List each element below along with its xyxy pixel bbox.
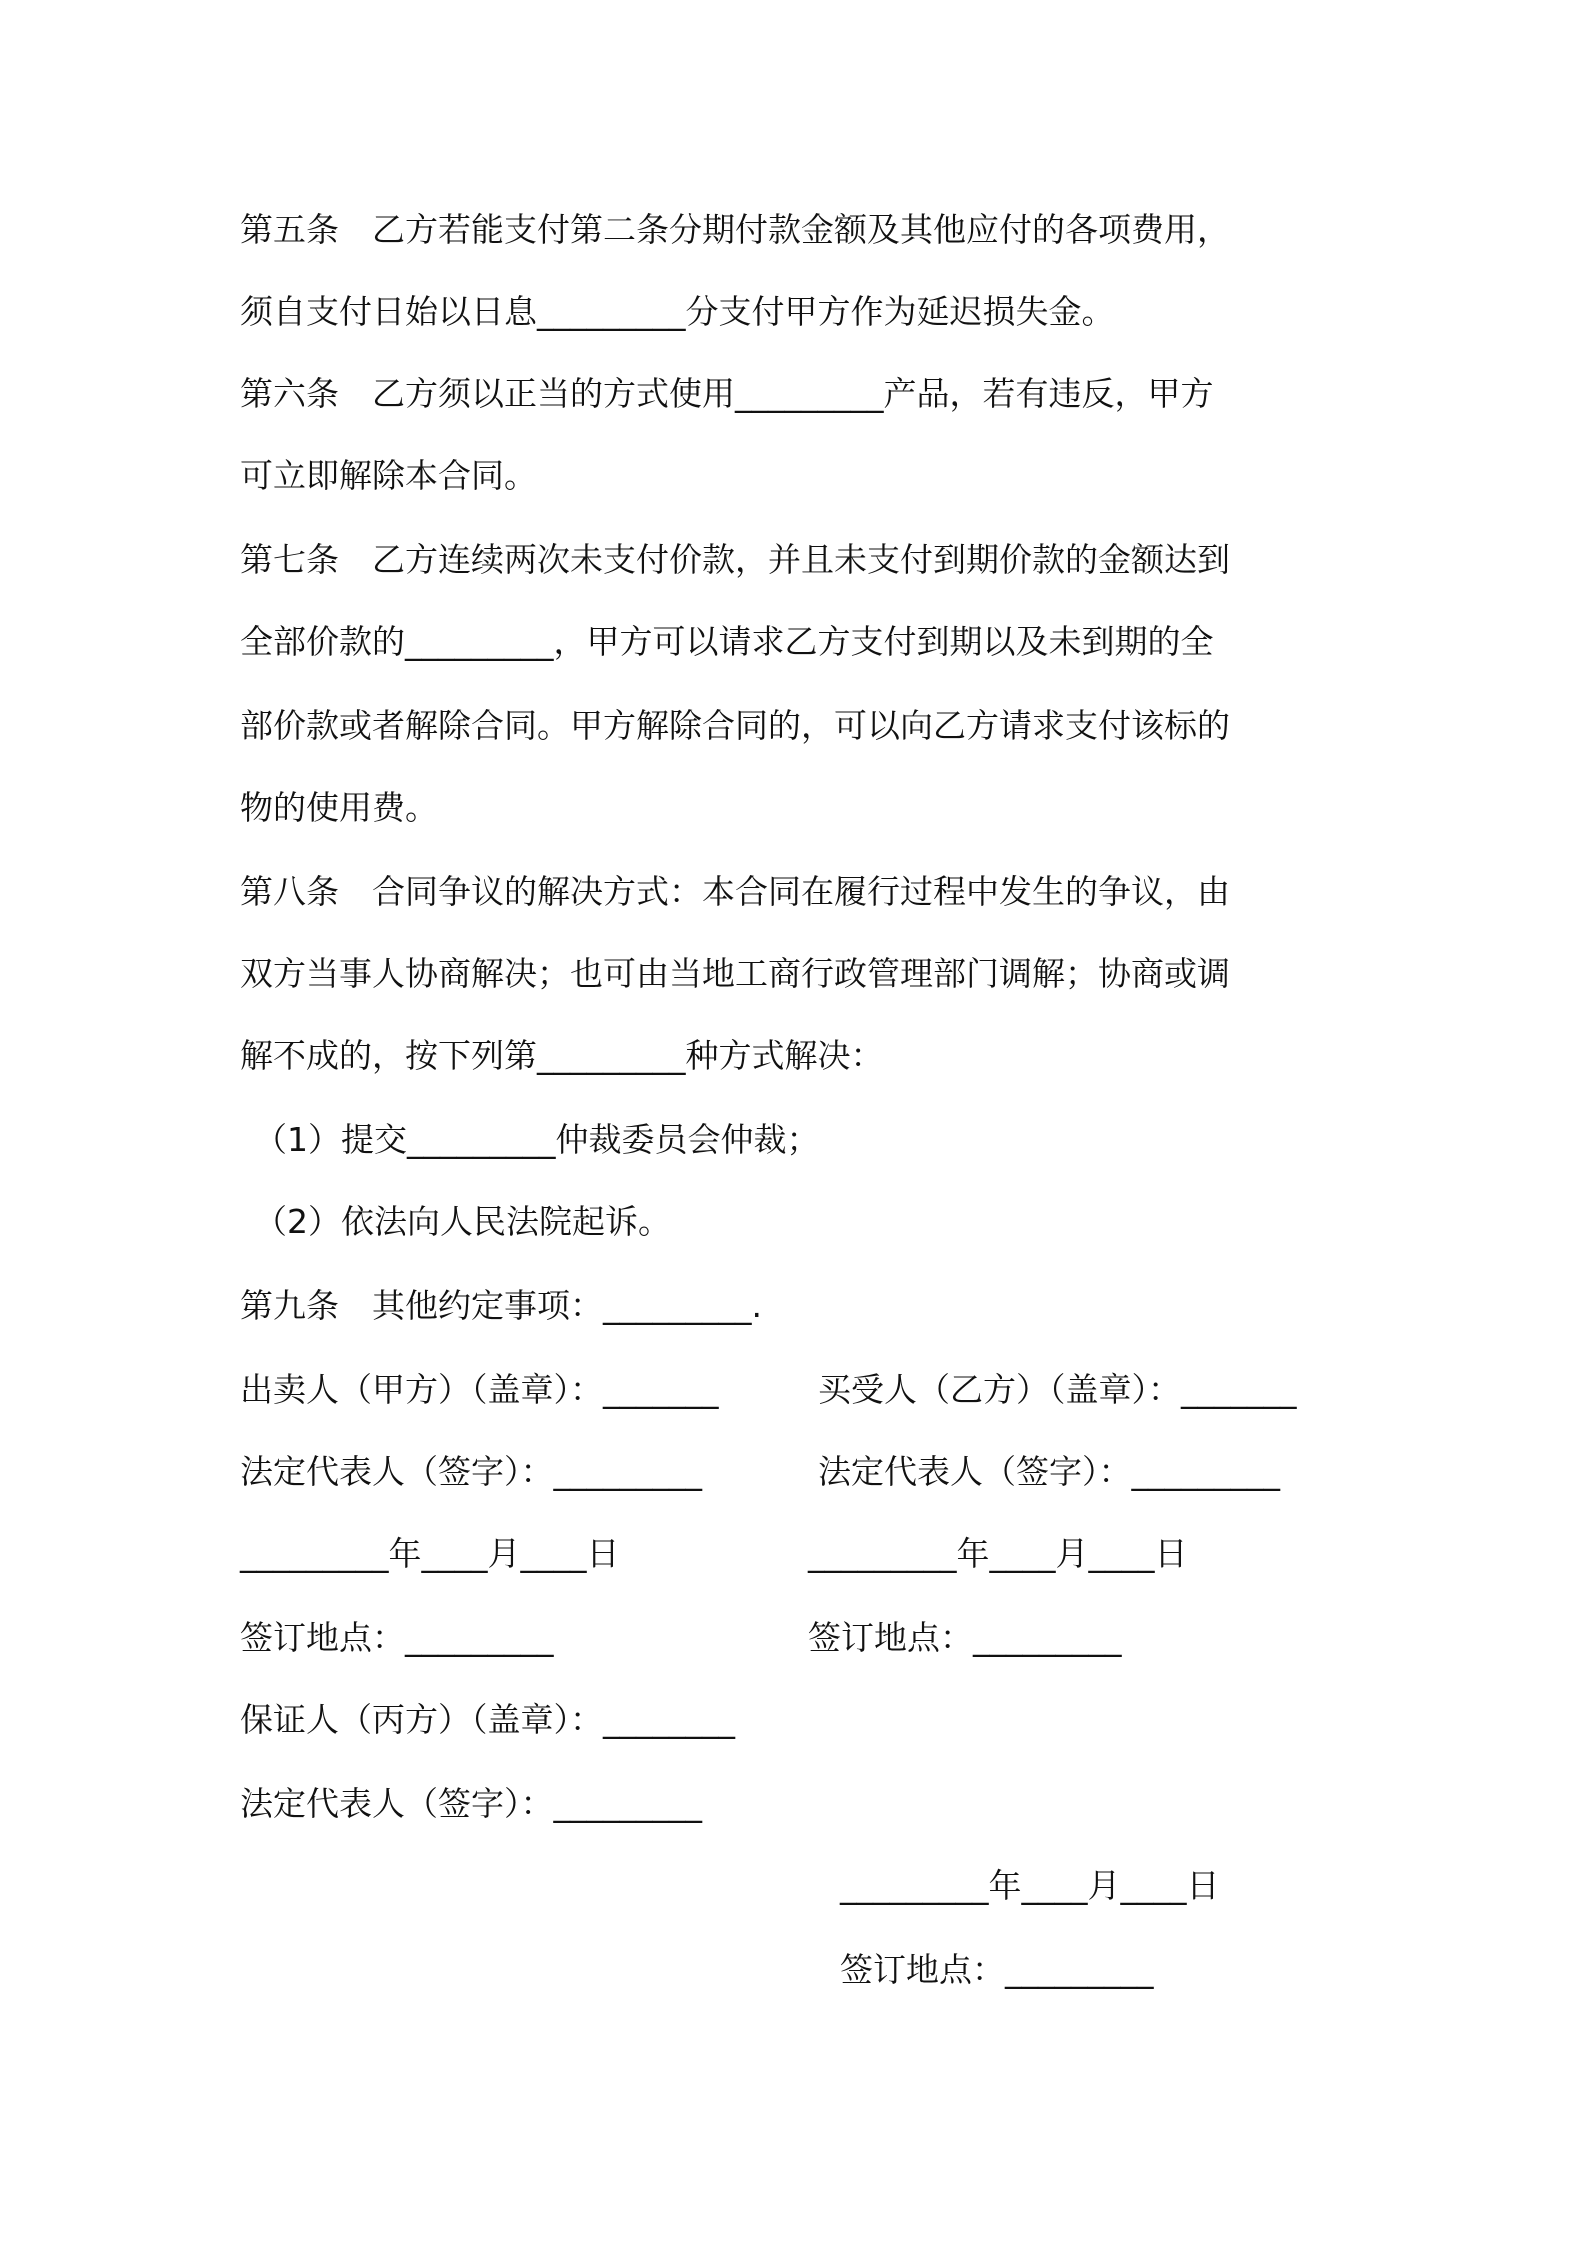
seller-signing-place: 签订地点：_________ [240, 1618, 554, 1657]
article-5-line-1: 第五条 乙方若能支付第二条分期付款金额及其他应付的各项费用， [240, 210, 1230, 249]
buyer-signing-place: 签订地点：_________ [808, 1618, 1122, 1657]
guarantor-representative: 法定代表人（签字）：_________ [240, 1784, 702, 1823]
article-8-line-2: 双方当事人协商解决；也可由当地工商行政管理部门调解；协商或调 [240, 954, 1230, 993]
seller-representative: 法定代表人（签字）：_________ [240, 1452, 702, 1491]
article-7-line-1: 第七条 乙方连续两次未支付价款，并且未支付到期价款的金额达到 [240, 540, 1230, 579]
article-8-option-1: （1）提交_________仲裁委员会仲裁； [254, 1120, 820, 1159]
guarantor-date: _________年____月____日 [840, 1866, 1220, 1905]
article-6-line-1: 第六条 乙方须以正当的方式使用_________产品，若有违反，甲方 [240, 374, 1214, 413]
article-8-line-3: 解不成的，按下列第_________种方式解决： [240, 1036, 884, 1075]
buyer-date: _________年____月____日 [808, 1534, 1188, 1573]
guarantor-signing-place: 签订地点：_________ [840, 1950, 1154, 1989]
article-5-line-2: 须自支付日始以日息_________分支付甲方作为延迟损失金。 [240, 292, 1115, 331]
article-8-line-1: 第八条 合同争议的解决方式：本合同在履行过程中发生的争议，由 [240, 872, 1230, 911]
article-8-option-2: （2）依法向人民法院起诉。 [254, 1202, 671, 1241]
buyer-representative: 法定代表人（签字）：_________ [818, 1452, 1280, 1491]
article-7-line-2: 全部价款的_________，甲方可以请求乙方支付到期以及未到期的全 [240, 622, 1214, 661]
article-9-line-1: 第九条 其他约定事项：_________. [240, 1286, 762, 1325]
article-7-line-3: 部价款或者解除合同。甲方解除合同的，可以向乙方请求支付该标的 [240, 706, 1230, 745]
article-7-line-4: 物的使用费。 [240, 788, 438, 827]
seller-date: _________年____月____日 [240, 1534, 620, 1573]
guarantor-signature: 保证人（丙方）（盖章）：________ [240, 1700, 735, 1739]
article-6-line-2: 可立即解除本合同。 [240, 456, 537, 495]
buyer-signature: 买受人（乙方）（盖章）：_______ [818, 1370, 1297, 1409]
seller-signature: 出卖人（甲方）（盖章）：_______ [240, 1370, 719, 1409]
